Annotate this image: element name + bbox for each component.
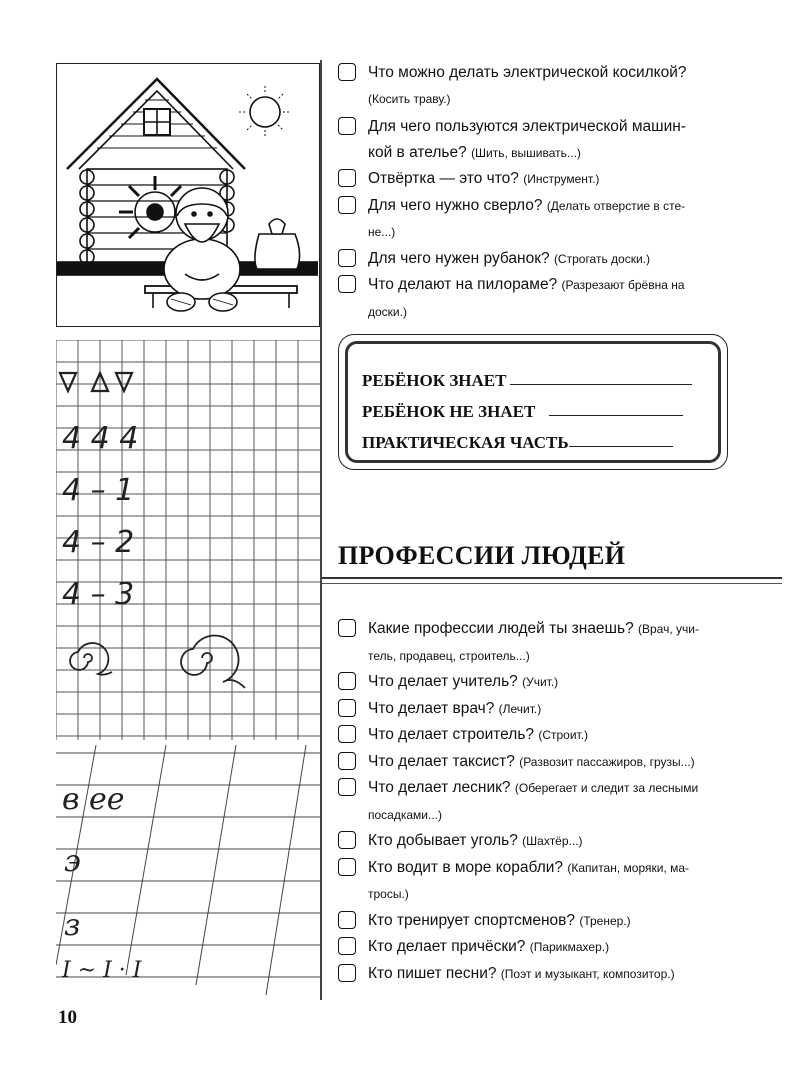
question-text: Какие профессии людей ты знаешь? [368,620,634,637]
question-checkbox[interactable] [338,619,356,637]
question-item [338,193,738,246]
question-text: Кто пишет песни? [368,964,497,982]
question-text: Что делает учитель? [368,673,518,690]
question-item [338,722,738,749]
question-text: Что делают на пилораме? [368,276,558,293]
answer-hint: (Лечит.) [498,701,542,716]
answer-hint: (Капитан, моряки, ма- тросы.) [368,860,690,901]
illustration-house-grandfather [56,63,320,327]
answer-hint: (Парикмахер.) [529,940,610,954]
eval-label-practical: ПРАКТИЧЕСКАЯ ЧАСТЬ [362,433,569,452]
exercise-row-minus-three: 4 – 3 [62,577,135,612]
question-item [338,696,738,723]
question-text: Что делает лесник? [368,779,511,796]
question-item [338,775,738,828]
answer-hint: (Разрезают брёвна на доски.) [368,278,685,319]
eval-blank-not-knows[interactable] [549,415,683,416]
question-text: Для чего нужно сверло? [368,196,543,214]
question-item [338,828,738,855]
copy-row-3: з [64,908,81,943]
eval-label-not-knows: РЕБЁНОК НЕ ЗНАЕТ [362,402,536,421]
writing-grid [56,340,320,740]
question-checkbox[interactable] [338,858,356,876]
question-list-tools [338,60,738,325]
answer-hint: (Развозит пассажиров, грузы...) [519,754,695,769]
question-item [338,855,738,908]
answer-hint: (Оберегает и следит за лесными посадками...) [368,781,699,822]
question-item [338,616,738,669]
answer-hint: (Шахтёр...) [522,834,583,848]
question-checkbox[interactable] [338,831,356,849]
title-rule-thin [322,583,782,584]
question-checkbox[interactable] [338,196,356,214]
question-checkbox[interactable] [338,937,356,955]
question-item [338,908,738,935]
answer-hint: (Тренер.) [579,913,631,928]
question-checkbox[interactable] [338,63,356,81]
question-item [338,246,738,273]
answer-hint: (Строит.) [538,728,589,742]
question-text: Что можно делать электрической косилкой? [368,64,687,81]
question-checkbox[interactable] [338,275,356,293]
question-item [338,749,738,776]
answer-hint: (Поэт и музыкант, композитор.) [500,966,675,981]
question-text: Что делает врач? [368,699,495,717]
question-text: Отвёртка — это что? [368,170,519,187]
column-divider [320,60,322,1000]
eval-row-not-knows [362,391,718,422]
question-checkbox[interactable] [338,169,356,187]
copybook-lines [56,745,320,1000]
answer-hint: (Шить, вышивать...) [471,145,581,160]
eval-blank-knows[interactable] [510,384,692,385]
copy-row-2: э [64,844,81,879]
eval-row-knows [362,360,718,391]
question-checkbox[interactable] [338,249,356,267]
answer-hint: (Косить траву.) [368,91,451,106]
answer-hint: (Учит.) [522,675,559,689]
question-item [338,961,738,988]
question-checkbox[interactable] [338,699,356,717]
question-item [338,166,738,193]
question-item [338,669,738,696]
exercise-row-minus-one: 4 – 1 [62,473,135,508]
answer-hint: (Инструмент.) [523,172,600,186]
exercise-row-fours: 4 4 4 [62,421,139,456]
section-title: ПРОФЕССИИ ЛЮДЕЙ [338,541,626,570]
answer-hint: (Делать отверстие в сте- не...) [368,198,686,239]
question-item [338,934,738,961]
question-checkbox[interactable] [338,752,356,770]
question-text: Кто водит в море корабли? [368,858,564,876]
question-item [338,60,738,112]
eval-row-practical [362,422,718,453]
copy-row-4: I ~ I · I [62,958,142,983]
eval-label-knows: РЕБЁНОК ЗНАЕТ [362,371,507,390]
question-checkbox[interactable] [338,778,356,796]
question-checkbox[interactable] [338,964,356,982]
answer-hint: (Врач, учи- тель, продавец, строитель...) [368,622,699,663]
question-checkbox[interactable] [338,117,356,135]
question-text: Для чего нужен рубанок? [368,249,550,267]
question-checkbox[interactable] [338,672,356,690]
question-text: Для чего пользуются электрической машин- кой в ателье? [368,118,686,161]
question-checkbox[interactable] [338,725,356,743]
title-rule [322,577,782,579]
question-text: Что делает строитель? [368,726,535,743]
question-text: Кто делает причёски? [368,938,526,955]
exercise-row-minus-two: 4 – 2 [62,525,135,560]
copy-row-1: в ее [62,782,125,817]
question-item [338,272,738,325]
eval-blank-practical[interactable] [569,446,673,447]
question-item [338,114,738,166]
question-text: Кто добывает уголь? [368,832,518,849]
question-list-professions [338,616,738,987]
question-text: Кто тренирует спортсменов? [368,911,576,929]
page-number: 10 [58,1007,77,1028]
question-checkbox[interactable] [338,911,356,929]
question-text: Что делает таксист? [368,752,515,770]
evaluation-box [338,334,728,470]
answer-hint: (Строгать доски.) [553,251,651,266]
